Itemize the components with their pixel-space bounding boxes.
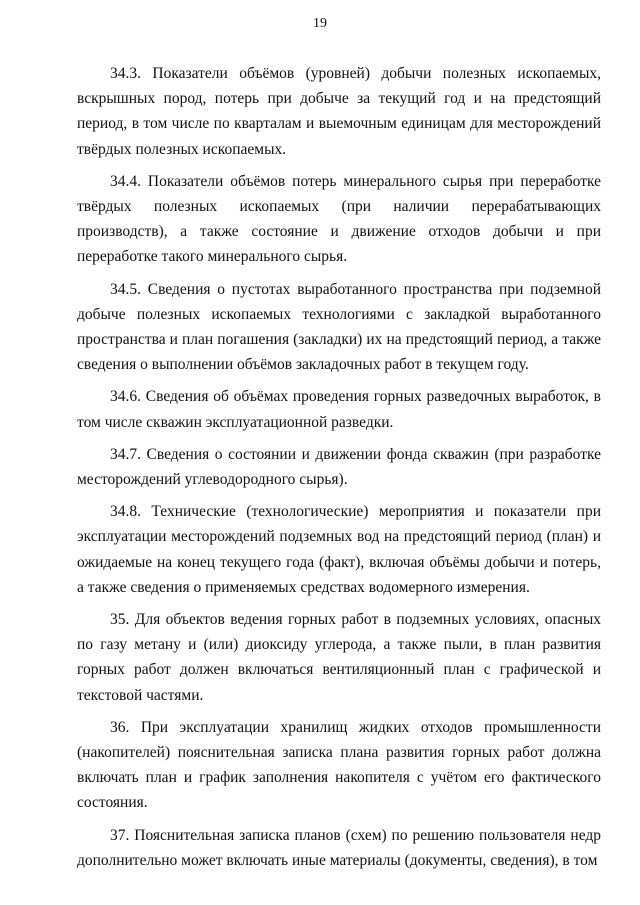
paragraph-35: 35. Для объектов ведения горных работ в подземных условиях, опасных по газу метану и (или) диоксиду углерода, а также пыли, в план развития горных работ должен включаться вентиляционный план с графической и текстовой частями. — [77, 611, 601, 704]
document-body — [77, 61, 601, 880]
paragraph-34-5: 34.5. Сведения о пустотах выработанного пространства при подземной добыче полезных ископаемых технологиями с закладкой выработанного пространства и план погашения (закладки) их на предстоящий период, а также сведения о выполнении объёмов закладочных работ в текущем году. — [77, 280, 601, 374]
page-number: 19 — [313, 16, 327, 31]
paragraph-36: 36. При эксплуатации хранилищ жидких отходов промышленности (накопителей) пояснительная записка плана развития горных работ должна включать план и график заполнения накопителя с учётом его фактического состояния. — [77, 718, 601, 812]
paragraph-37: 37. Пояснительная записка планов (схем) по решению пользователя недр дополнительно может включать иные материалы (документы, сведения), в том — [77, 826, 601, 869]
paragraph-34-7: 34.7. Сведения о состоянии и движении фонда скважин (при разработке месторождений углеводородного сырья). — [77, 445, 601, 489]
paragraph-34-3: 34.3. Показатели объёмов (уровней) добычи полезных ископаемых, вскрышных пород, потерь при добыче за текущий год и на предстоящий период, в том числе по кварталам и выемочным единицам для месторождений твёрдых полезных ископаемых. — [77, 65, 601, 158]
paragraph-34-4: 34.4. Показатели объёмов потерь минерального сырья при переработке твёрдых полезных ископаемых (при наличии перерабатывающих производств), а также состояние и движение отходов добычи и при переработке такого минерального сырья. — [77, 172, 601, 266]
paragraph-34-6: 34.6. Сведения об объёмах проведения горных разведочных выработок, в том числе скважин эксплуатационной разведки. — [77, 388, 601, 431]
paragraph-34-8: 34.8. Технические (технологические) мероприятия и показатели при эксплуатации месторождений подземных вод на предстоящий период (план) и ожидаемые на конец текущего года (факт), включая объёмы добычи и потерь, а также сведения о применяемых средствах водомерного измерения. — [77, 503, 601, 596]
